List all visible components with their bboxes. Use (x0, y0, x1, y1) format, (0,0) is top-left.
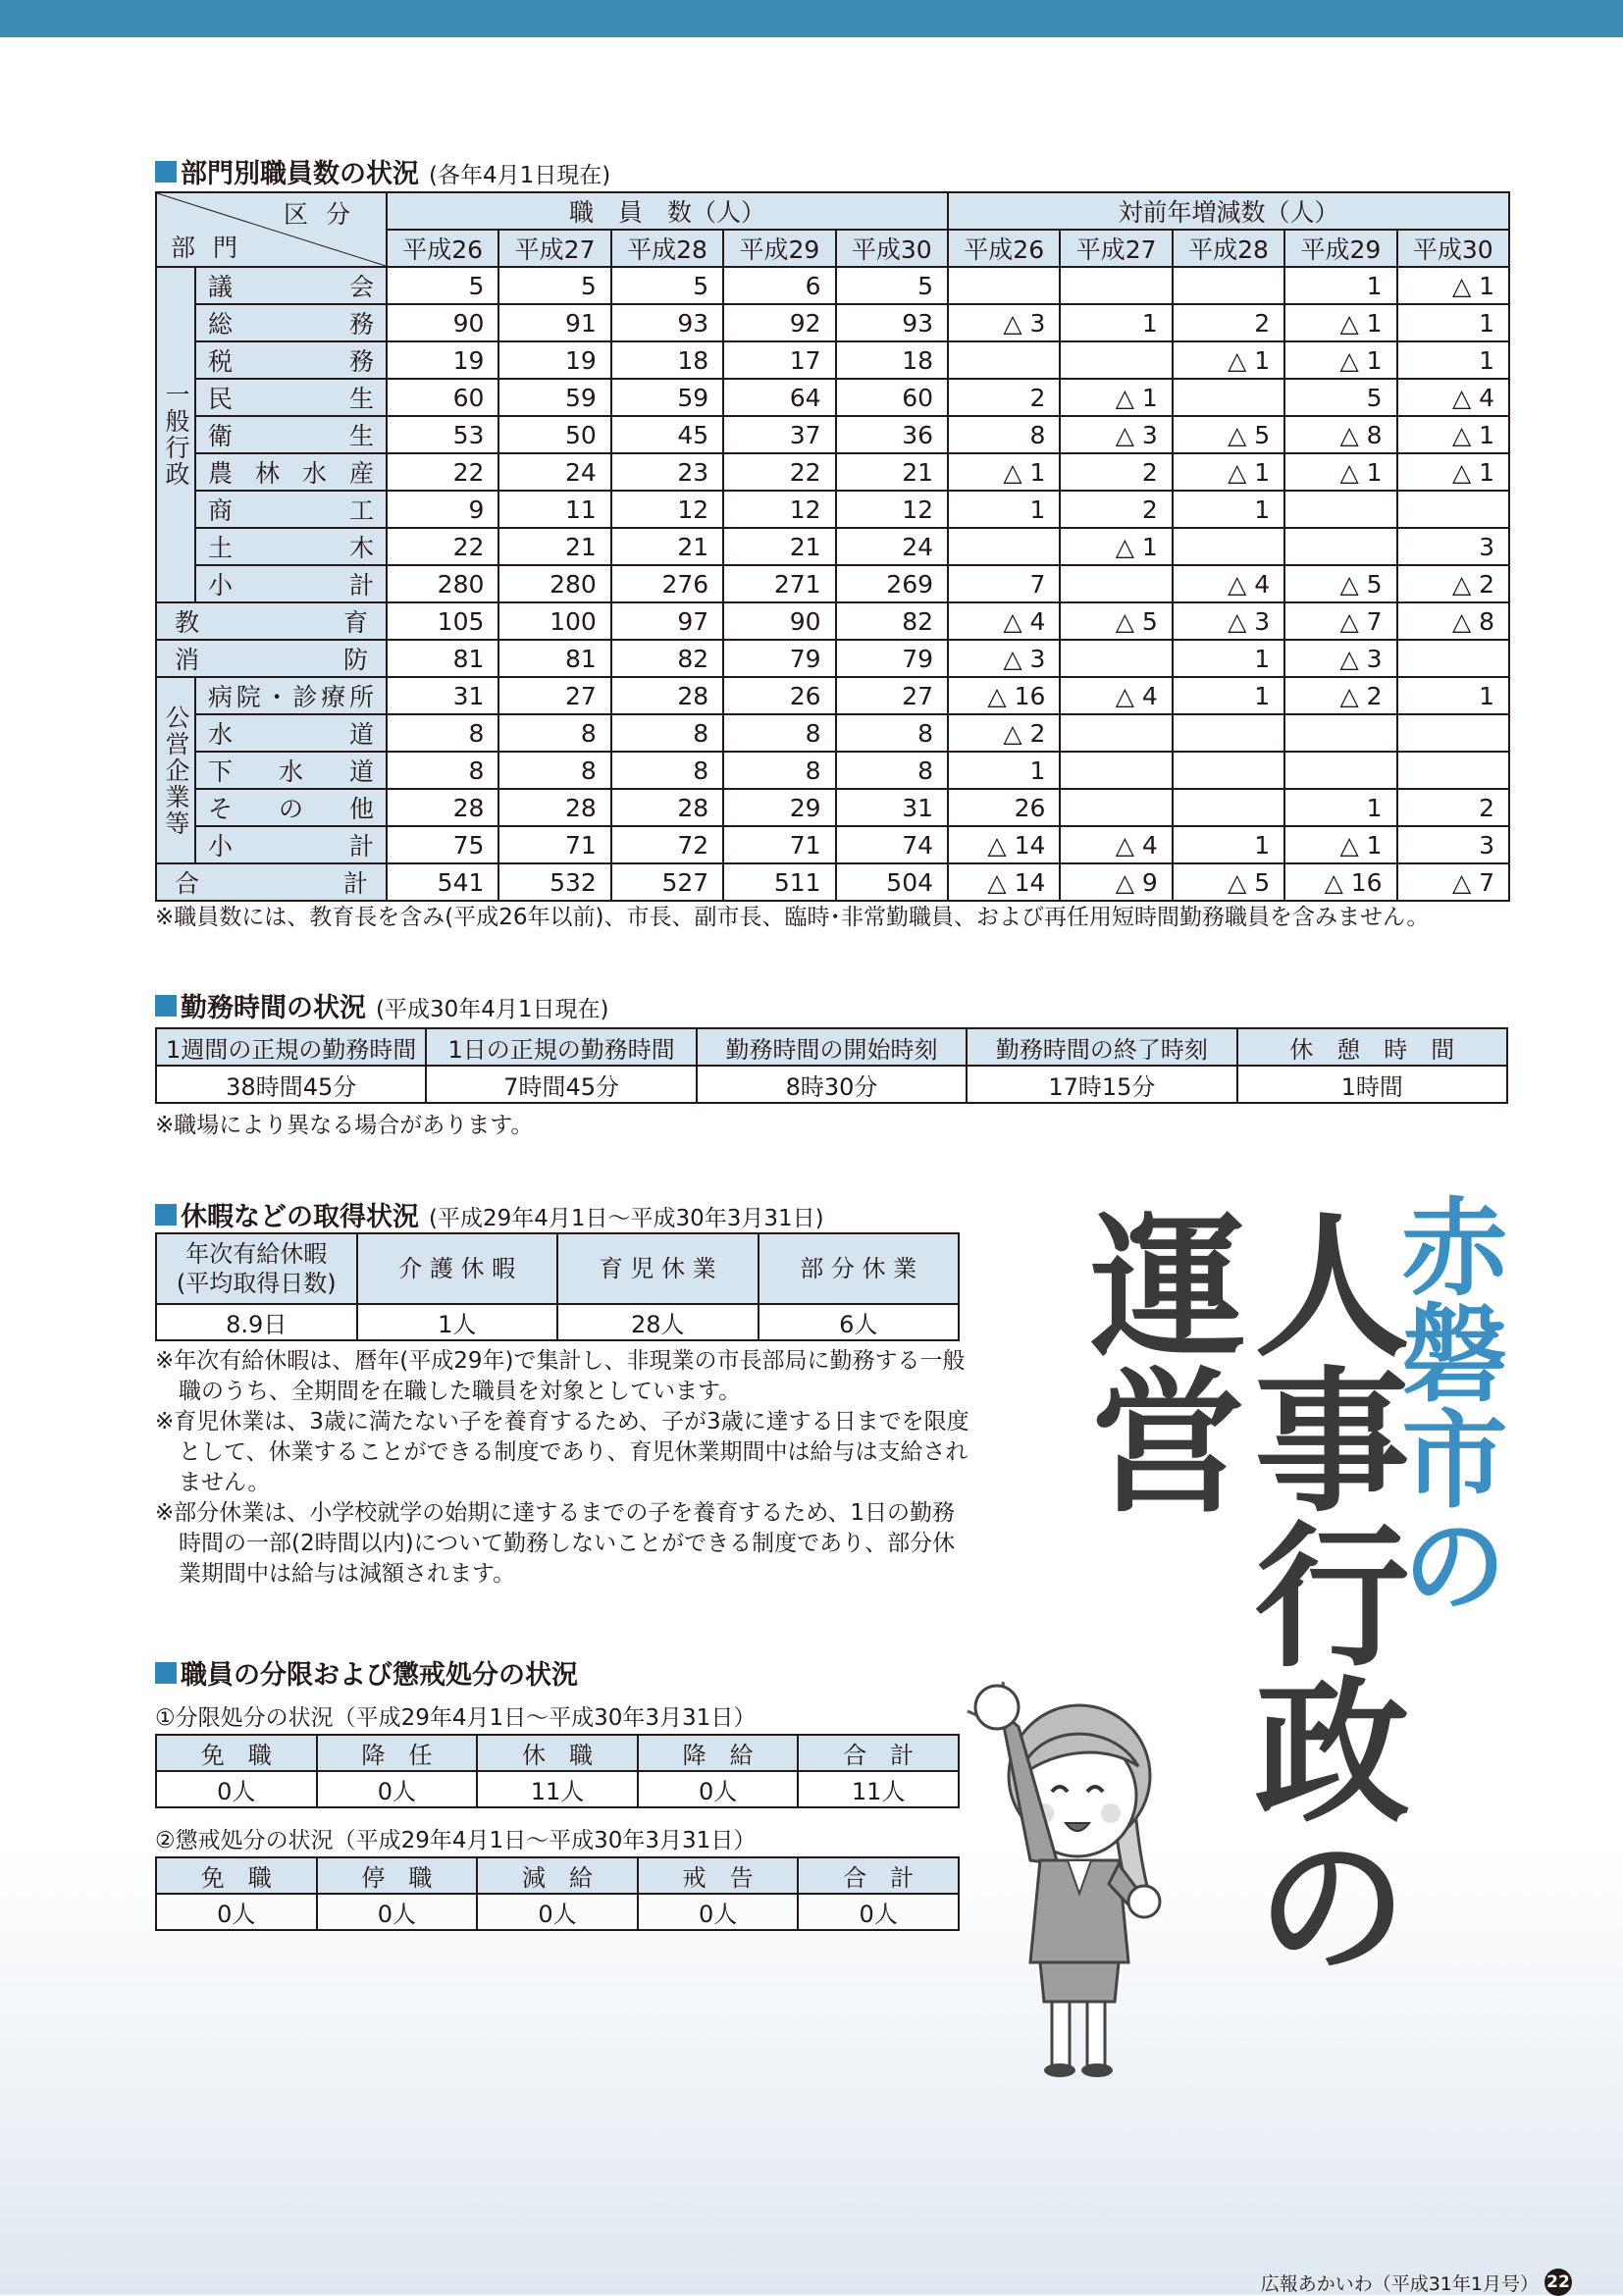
disposition-value: 0人 (317, 1771, 478, 1807)
staff-count-cell: 18 (611, 341, 723, 379)
change-cell: △ 7 (1397, 863, 1509, 901)
staff-count-cell: 22 (387, 528, 498, 565)
disposition-value: 0人 (638, 1771, 799, 1807)
leave-header-label: 年次有給休暇 (185, 1240, 328, 1268)
staff-count-cell: 280 (387, 565, 498, 602)
change-cell: △ 4 (1060, 677, 1172, 714)
change-cell (948, 341, 1060, 379)
table-corner-header (156, 192, 387, 267)
change-cell: △ 3 (948, 640, 1060, 677)
section1-heading: 部門別職員数の状況 (181, 159, 419, 189)
staff-count-cell: 8 (498, 752, 610, 789)
table-row (156, 640, 1509, 677)
staff-count-cell: 21 (611, 528, 723, 565)
discipline-value: 0人 (798, 1894, 959, 1930)
staff-count-cell: 8 (611, 752, 723, 789)
staff-count-cell: 97 (611, 602, 723, 640)
staff-count-cell: 24 (498, 453, 610, 491)
disposition-header: 降 任 (317, 1735, 478, 1771)
change-cell (1173, 714, 1284, 752)
staff-count-cell: 8 (836, 714, 948, 752)
staff-count-cell: 75 (387, 826, 498, 863)
change-cell (1284, 714, 1396, 752)
work-hours-table (155, 1027, 1508, 1104)
change-cell: △ 5 (1173, 863, 1284, 901)
change-cell: 1 (1397, 677, 1509, 714)
leave-header: 育 児 休 業 (557, 1233, 759, 1304)
section4-title (155, 1653, 578, 1692)
section3-note: ※育児休業は、3歳に満たない子を養育するため、子が3歳に達する日までを限度として、休業することができる制度であり、育児休業期間中は給与は支給されません。 (155, 1409, 969, 1495)
section3-notes (155, 1346, 969, 1590)
section4-heading: 職員の分限および懲戒処分の状況 (181, 1660, 578, 1691)
staff-count-cell: 8 (723, 752, 835, 789)
hours-header: 休 憩 時 間 (1237, 1028, 1507, 1066)
change-cell (1397, 752, 1509, 789)
staff-count-cell: 31 (836, 789, 948, 826)
staff-count-cell: 12 (836, 491, 948, 528)
staff-count-cell: 27 (836, 677, 948, 714)
change-cell (1284, 491, 1396, 528)
staff-count-cell: 72 (611, 826, 723, 863)
change-cell (1060, 267, 1172, 304)
staff-year-header: 平成27 (498, 230, 610, 267)
department-label: 議会 (195, 267, 387, 304)
change-cell: △ 9 (1060, 863, 1172, 901)
staff-count-cell: 5 (611, 267, 723, 304)
change-year-header: 平成28 (1173, 230, 1284, 267)
change-cell: 1 (948, 752, 1060, 789)
change-cell: △ 1 (1173, 341, 1284, 379)
section-square-icon (155, 161, 177, 183)
staff-count-cell: 64 (723, 379, 835, 416)
disposition-value: 0人 (156, 1771, 317, 1807)
change-cell (1173, 528, 1284, 565)
change-cell (1397, 714, 1509, 752)
hours-header: 1週間の正規の勤務時間 (156, 1028, 426, 1066)
staff-count-cell: 37 (723, 416, 835, 453)
change-cell: △ 1 (1173, 453, 1284, 491)
staff-count-cell: 90 (387, 304, 498, 341)
section3-subtitle: (平成29年4月1日～平成30年3月31日) (429, 1206, 824, 1231)
table-row (156, 528, 1509, 565)
department-label: その他 (195, 789, 387, 826)
change-cell: 1 (1173, 640, 1284, 677)
table-row (156, 341, 1509, 379)
change-cell: 1 (1284, 267, 1396, 304)
staff-count-cell: 28 (611, 789, 723, 826)
change-cell: 7 (948, 565, 1060, 602)
change-cell: △ 14 (948, 826, 1060, 863)
department-label: 下水道 (195, 752, 387, 789)
staff-count-cell: 9 (387, 491, 498, 528)
staff-count-cell: 19 (498, 341, 610, 379)
change-cell: 26 (948, 789, 1060, 826)
department-label: 水道 (195, 714, 387, 752)
staff-count-cell: 6 (723, 267, 835, 304)
change-cell: 2 (1173, 304, 1284, 341)
change-cell: △ 4 (948, 602, 1060, 640)
staff-count-cell: 93 (836, 304, 948, 341)
staff-year-header: 平成30 (836, 230, 948, 267)
change-cell: 1 (1397, 341, 1509, 379)
staff-count-cell: 5 (387, 267, 498, 304)
change-cell: 2 (1397, 789, 1509, 826)
corner-label-department: 部門 (171, 234, 256, 262)
table-row (156, 863, 1509, 901)
staff-count-cell: 45 (611, 416, 723, 453)
change-cell: △ 4 (1173, 565, 1284, 602)
section1-note: ※職員数には、教育長を含み(平成26年以前)、市長、副市長、臨時･非常勤職員、および再任用短時間勤務職員を含みません。 (155, 905, 1430, 930)
change-cell: △ 8 (1397, 602, 1509, 640)
change-year-header: 平成29 (1284, 230, 1396, 267)
staff-year-header: 平成29 (723, 230, 835, 267)
change-cell: △ 2 (1397, 565, 1509, 602)
hours-value: 38時間45分 (156, 1066, 426, 1103)
change-cell (1284, 752, 1396, 789)
staff-year-header: 平成26 (387, 230, 498, 267)
change-cell (1173, 789, 1284, 826)
change-cell (1060, 341, 1172, 379)
staff-count-cell: 276 (611, 565, 723, 602)
staff-count-cell: 93 (611, 304, 723, 341)
change-cell: △ 1 (1284, 341, 1396, 379)
disposition-value: 11人 (798, 1771, 959, 1807)
staff-count-cell: 50 (498, 416, 610, 453)
disposition-header: 免 職 (156, 1735, 317, 1771)
cheering-staff-illustration (962, 1668, 1227, 2080)
staff-count-cell: 92 (723, 304, 835, 341)
top-accent-bar (0, 0, 1623, 37)
section3-heading: 休暇などの取得状況 (181, 1202, 419, 1232)
change-cell: 1 (948, 491, 1060, 528)
footer-publication: 広報あかいわ（平成31年1月号） (1260, 2272, 1539, 2295)
change-cell: 2 (1060, 453, 1172, 491)
change-cell: 1 (1060, 304, 1172, 341)
department-label: 衛生 (195, 416, 387, 453)
staff-count-cell: 19 (387, 341, 498, 379)
department-label: 土木 (195, 528, 387, 565)
staff-count-cell: 90 (723, 602, 835, 640)
staff-year-header: 平成28 (611, 230, 723, 267)
staff-count-cell: 22 (723, 453, 835, 491)
change-cell: △ 16 (948, 677, 1060, 714)
change-cell: △ 16 (1284, 863, 1396, 901)
change-cell: △ 3 (948, 304, 1060, 341)
change-cell (1284, 528, 1396, 565)
section1-subtitle: (各年4月1日現在) (429, 163, 611, 188)
change-cell: △ 1 (1060, 528, 1172, 565)
staff-count-cell: 29 (723, 789, 835, 826)
change-cell: △ 1 (1397, 267, 1509, 304)
change-cell (1397, 491, 1509, 528)
department-label: 民生 (195, 379, 387, 416)
discipline-subheading: ②懲戒処分の状況（平成29年4月1日～平成30年3月31日） (155, 1828, 757, 1853)
leave-header: 介 護 休 暇 (357, 1233, 558, 1304)
staff-count-cell: 71 (723, 826, 835, 863)
table-row (156, 752, 1509, 789)
staff-count-cell: 280 (498, 565, 610, 602)
change-cell: △ 14 (948, 863, 1060, 901)
change-year-header: 平成30 (1397, 230, 1509, 267)
change-cell (1060, 640, 1172, 677)
staff-count-cell: 17 (723, 341, 835, 379)
table-row (156, 304, 1509, 341)
disposition-header: 休 職 (477, 1735, 638, 1771)
staff-count-cell: 53 (387, 416, 498, 453)
staff-count-cell: 79 (836, 640, 948, 677)
staff-count-cell: 5 (498, 267, 610, 304)
discipline-table (155, 1856, 960, 1931)
department-label: 小計 (195, 565, 387, 602)
department-label: 商工 (195, 491, 387, 528)
staff-count-cell: 24 (836, 528, 948, 565)
staff-count-cell: 532 (498, 863, 610, 901)
discipline-value: 0人 (156, 1894, 317, 1930)
change-cell (948, 267, 1060, 304)
change-cell: 3 (1397, 826, 1509, 863)
staff-count-cell: 36 (836, 416, 948, 453)
group-label-public-enterprise: 公営企業等 (156, 677, 195, 863)
staff-count-cell: 100 (498, 602, 610, 640)
section3-title (155, 1195, 824, 1233)
staff-count-cell: 31 (387, 677, 498, 714)
leave-value: 6人 (759, 1304, 960, 1340)
change-cell: 1 (1173, 491, 1284, 528)
change-cell: △ 1 (1284, 304, 1396, 341)
change-cell: △ 1 (1397, 453, 1509, 491)
staff-count-cell: 8 (723, 714, 835, 752)
staff-count-cell: 28 (387, 789, 498, 826)
table-row (156, 379, 1509, 416)
hours-header: 勤務時間の終了時刻 (967, 1028, 1236, 1066)
change-cell (1060, 789, 1172, 826)
section2-heading: 勤務時間の状況 (181, 993, 366, 1023)
corner-label-category: 区分 (283, 200, 368, 229)
staff-count-cell: 79 (723, 640, 835, 677)
group-label-general-admin: 一般行政 (156, 267, 195, 602)
hours-value: 8時30分 (697, 1066, 967, 1103)
disposition-subheading: ①分限処分の状況（平成29年4月1日～平成30年3月31日） (155, 1705, 757, 1731)
table-row (156, 602, 1509, 640)
change-cell: △ 1 (1397, 416, 1509, 453)
change-cell: △ 1 (948, 453, 1060, 491)
staff-count-cell: 105 (387, 602, 498, 640)
change-year-header: 平成27 (1060, 230, 1172, 267)
staff-count-cell: 28 (611, 677, 723, 714)
section2-note: ※職場により異なる場合があります。 (155, 1113, 534, 1138)
change-cell (1060, 752, 1172, 789)
change-cell: 2 (948, 379, 1060, 416)
change-cell (948, 528, 1060, 565)
change-cell (1173, 267, 1284, 304)
department-label: 教育 (156, 602, 387, 640)
staff-count-cell: 504 (836, 863, 948, 901)
staff-count-cell: 81 (387, 640, 498, 677)
staff-count-cell: 271 (723, 565, 835, 602)
change-cell: △ 1 (1284, 453, 1396, 491)
staff-count-cell: 23 (611, 453, 723, 491)
change-cell: △ 4 (1397, 379, 1509, 416)
disposition-table (155, 1734, 960, 1808)
change-cell (1397, 640, 1509, 677)
department-label: 病院・診療所 (195, 677, 387, 714)
change-cell: △ 3 (1284, 640, 1396, 677)
group-header-staff: 職 員 数（人） (387, 192, 948, 230)
discipline-header: 合 計 (798, 1857, 959, 1894)
staff-count-cell: 60 (836, 379, 948, 416)
leave-header: 部 分 休 業 (759, 1233, 960, 1304)
staff-count-cell: 11 (498, 491, 610, 528)
staff-count-cell: 8 (498, 714, 610, 752)
department-label: 消防 (156, 640, 387, 677)
discipline-header: 停 職 (317, 1857, 478, 1894)
table-row (156, 416, 1509, 453)
table-row (156, 789, 1509, 826)
leave-value: 28人 (557, 1304, 759, 1340)
leave-header-annual (156, 1233, 357, 1304)
staff-count-cell: 82 (836, 602, 948, 640)
change-cell: 5 (1284, 379, 1396, 416)
section2-title (155, 986, 608, 1024)
hours-value: 7時間45分 (426, 1066, 696, 1103)
title-main: 人事行政の (1229, 1205, 1409, 1980)
staff-count-cell: 60 (387, 379, 498, 416)
department-label: 合計 (156, 863, 387, 901)
discipline-header: 免 職 (156, 1857, 317, 1894)
staff-count-cell: 12 (723, 491, 835, 528)
department-label: 総務 (195, 304, 387, 341)
leave-value: 8.9日 (156, 1304, 357, 1340)
discipline-value: 0人 (477, 1894, 638, 1930)
disposition-header: 合 計 (798, 1735, 959, 1771)
discipline-value: 0人 (638, 1894, 799, 1930)
change-cell: △ 2 (1284, 677, 1396, 714)
discipline-value: 0人 (317, 1894, 478, 1930)
staff-count-cell: 21 (498, 528, 610, 565)
staff-count-cell: 8 (387, 714, 498, 752)
section-square-icon (155, 1204, 177, 1226)
staff-count-cell: 74 (836, 826, 948, 863)
discipline-header: 減 給 (477, 1857, 638, 1894)
section3-note: ※部分休業は、小学校就学の始期に達するまでの子を養育するため、1日の勤務時間の一部(2時間以内)について勤務しないことができる制度であり、部分休業期間中は給与は減額されます。 (155, 1500, 956, 1587)
staff-count-cell: 541 (387, 863, 498, 901)
section2-subtitle: (平成30年4月1日現在) (376, 997, 609, 1022)
staff-count-cell: 59 (498, 379, 610, 416)
staff-count-table (155, 191, 1510, 902)
staff-count-cell: 18 (836, 341, 948, 379)
change-cell: 1 (1173, 826, 1284, 863)
title-last: 運営 (1065, 1205, 1245, 1515)
section3-note: ※年次有給休暇は、暦年(平成29年)で集計し、非現業の市長部局に勤務する一般職のうち、全期間を在職した職員を対象としています。 (155, 1348, 966, 1404)
staff-count-cell: 28 (498, 789, 610, 826)
table-row (156, 677, 1509, 714)
table-row (156, 491, 1509, 528)
staff-count-cell: 59 (611, 379, 723, 416)
staff-count-cell: 21 (836, 453, 948, 491)
change-cell: 1 (1173, 677, 1284, 714)
staff-count-cell: 82 (611, 640, 723, 677)
change-cell: △ 2 (948, 714, 1060, 752)
staff-count-cell: 5 (836, 267, 948, 304)
staff-count-cell: 8 (611, 714, 723, 752)
change-cell: △ 7 (1284, 602, 1396, 640)
leave-header-sublabel: (平均取得日数) (176, 1270, 337, 1297)
hours-value: 1時間 (1237, 1066, 1507, 1103)
staff-count-cell: 12 (611, 491, 723, 528)
staff-count-cell: 21 (723, 528, 835, 565)
change-cell: △ 5 (1173, 416, 1284, 453)
change-cell: △ 3 (1060, 416, 1172, 453)
staff-count-cell: 8 (836, 752, 948, 789)
table-row (156, 826, 1509, 863)
staff-count-cell: 8 (387, 752, 498, 789)
hours-value: 17時15分 (967, 1066, 1236, 1103)
section1-title (155, 152, 610, 190)
staff-count-cell: 527 (611, 863, 723, 901)
discipline-header: 戒 告 (638, 1857, 799, 1894)
change-cell: △ 8 (1284, 416, 1396, 453)
change-cell (1060, 714, 1172, 752)
change-cell: △ 5 (1284, 565, 1396, 602)
department-label: 小計 (195, 826, 387, 863)
department-label: 税務 (195, 341, 387, 379)
staff-count-cell: 27 (498, 677, 610, 714)
leave-value: 1人 (357, 1304, 558, 1340)
change-cell (1060, 565, 1172, 602)
change-cell: △ 1 (1284, 826, 1396, 863)
hours-header: 勤務時間の開始時刻 (697, 1028, 967, 1066)
change-cell: 8 (948, 416, 1060, 453)
section-square-icon (155, 995, 177, 1017)
change-cell: △ 1 (1060, 379, 1172, 416)
department-label: 農林水産 (195, 453, 387, 491)
staff-count-cell: 269 (836, 565, 948, 602)
change-cell: 2 (1060, 491, 1172, 528)
change-cell: 1 (1397, 304, 1509, 341)
change-cell: △ 3 (1173, 602, 1284, 640)
change-cell: 3 (1397, 528, 1509, 565)
staff-count-cell: 22 (387, 453, 498, 491)
change-cell: 1 (1284, 789, 1396, 826)
staff-count-cell: 26 (723, 677, 835, 714)
change-cell (1173, 379, 1284, 416)
page-number: 22 (1544, 2269, 1572, 2296)
footer (1261, 2269, 1572, 2296)
table-row (156, 267, 1509, 304)
section-square-icon (155, 1662, 177, 1684)
change-cell (1173, 752, 1284, 789)
table-row (156, 453, 1509, 491)
table-row (156, 714, 1509, 752)
disposition-header: 降 給 (638, 1735, 799, 1771)
staff-count-cell: 81 (498, 640, 610, 677)
group-header-change: 対前年増減数（人） (948, 192, 1509, 230)
hours-header: 1日の正規の勤務時間 (426, 1028, 696, 1066)
disposition-value: 11人 (477, 1771, 638, 1807)
table-row (156, 565, 1509, 602)
leave-table (155, 1232, 960, 1341)
title-city: 赤磐市の (1384, 1192, 1506, 1616)
change-cell: △ 4 (1060, 826, 1172, 863)
change-year-header: 平成26 (948, 230, 1060, 267)
change-cell: △ 5 (1060, 602, 1172, 640)
staff-count-cell: 511 (723, 863, 835, 901)
staff-count-cell: 71 (498, 826, 610, 863)
staff-count-cell: 91 (498, 304, 610, 341)
